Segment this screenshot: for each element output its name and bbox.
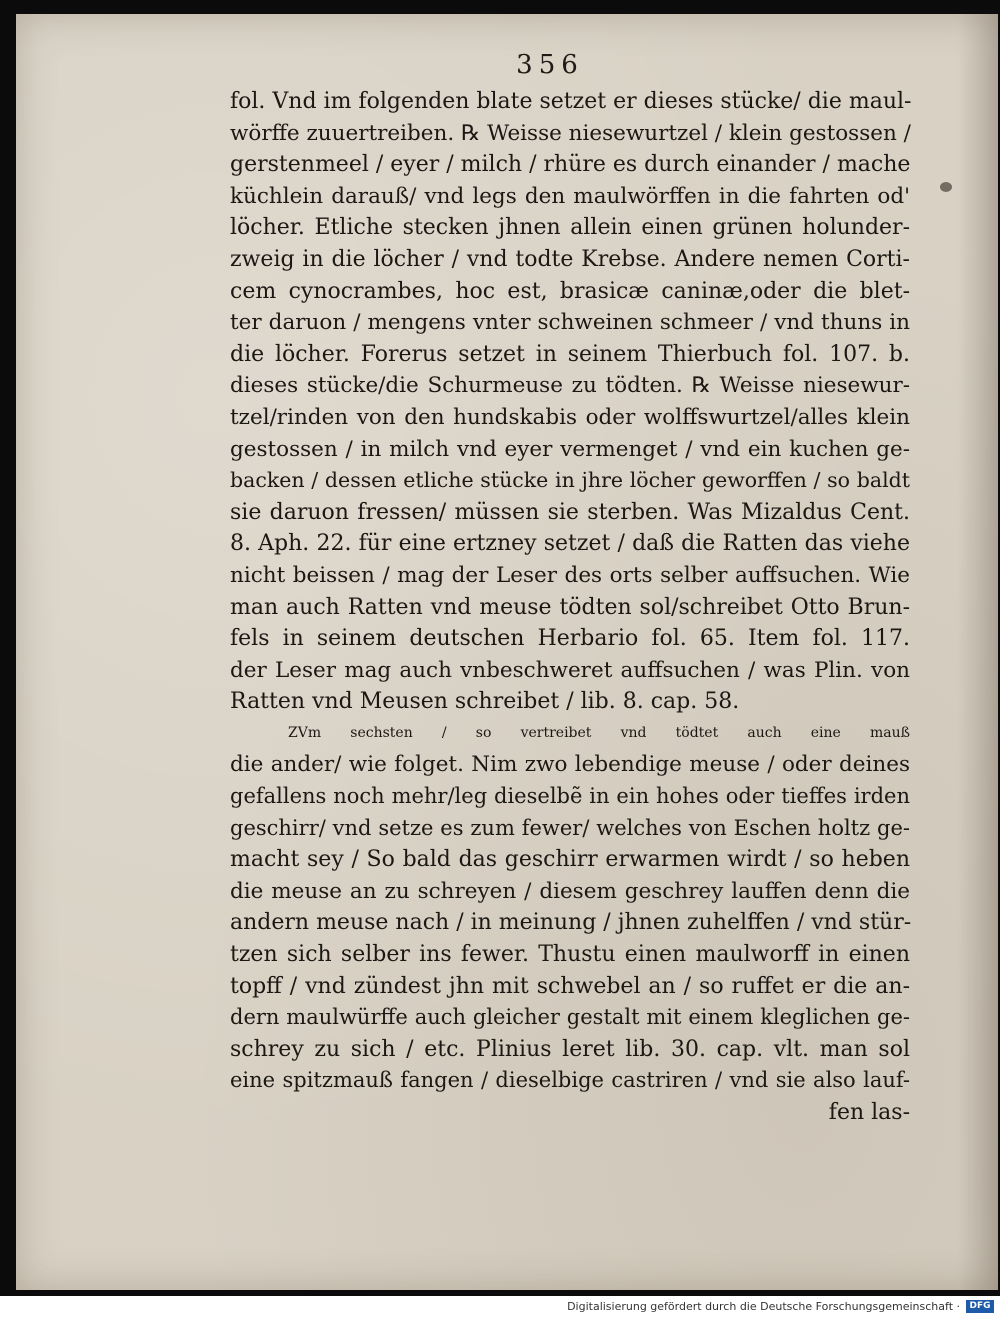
text-line: die löcher. Forerus setzet in seinem Thierbuch fol. 107. b.: [230, 341, 910, 367]
text-line: geschirr/ vnd setze es zum fewer/ welches von Eschen holtz ge-: [230, 815, 910, 840]
text-line: ZVm sechsten / so vertreibet vnd tödtet auch eine mauß: [288, 724, 910, 741]
text-line: die meuse an zu schreyen / diesem geschrey lauffen denn die: [230, 878, 910, 904]
text-line: die ander/ wie folget. Nim zwo lebendige meuse / oder deines: [230, 752, 910, 778]
text-line: Ratten vnd Meusen schreibet / lib. 8. cap. 58.: [230, 689, 740, 715]
text-line: man auch Ratten vnd meuse tödten sol/schreibet Otto Brun-: [230, 594, 910, 620]
text-line: dieses stücke/die Schurmeuse zu tödten. ℞ Weisse niesewur-: [230, 373, 910, 399]
text-line: tzen sich selber ins fewer. Thustu einen maulworff in einen: [230, 942, 910, 968]
text-line: schrey zu sich / etc. Plinius leret lib. 30. cap. vlt. man sol: [230, 1036, 910, 1062]
body-text: [230, 86, 910, 1129]
funding-credit: Digitalisierung gefördert durch die Deutsche Forschungsgemeinschaft ·: [567, 1300, 960, 1313]
text-line: topff / vnd zündest jhn mit schwebel an / so ruffet er die an-: [230, 973, 910, 999]
text-line: andern meuse nach / in meinung / jhnen zuhelffen / vnd stür-: [230, 910, 912, 936]
text-line: der Leser mag auch vnbeschweret auffsuchen / was Plin. von: [230, 657, 910, 683]
text-line: cem cynocrambes, hoc est, brasicæ caninæ,oder die blet-: [230, 278, 910, 304]
text-line: gestossen / in milch vnd eyer vermenget / vnd ein kuchen ge-: [230, 436, 910, 462]
text-line: fels in seinem deutschen Herbario fol. 65. Item fol. 117.: [230, 626, 910, 652]
text-line: dern maulwürffe auch gleicher gestalt mit einem kleglichen ge-: [230, 1005, 910, 1030]
text-line: sie daruon fressen/ müssen sie sterben. Was Mizaldus Cent.: [230, 499, 910, 525]
catchword: fen las-: [828, 1100, 910, 1125]
text-line: macht sey / So bald das geschirr erwarmen wirdt / so heben: [230, 847, 910, 873]
text-line: nicht beissen / mag der Leser des orts selber auffsuchen. Wie: [230, 562, 910, 588]
text-line: 8. Aph. 22. für eine ertzney setzet / daß die Ratten das viehe: [230, 531, 910, 557]
text-line: küchlein darauß/ vnd legs den maulwörffen in die fahrten od': [230, 183, 910, 209]
page-shadow: [958, 14, 998, 1290]
text-line: gerstenmeel / eyer / milch / rhüre es durch einander / mache: [230, 152, 911, 178]
text-line: eine spitzmauß fangen / dieselbige castriren / vnd sie also lauf-: [230, 1068, 910, 1093]
ink-blot: [940, 182, 952, 192]
footer-bar: [0, 1298, 1000, 1317]
page-number: 356: [516, 50, 584, 80]
text-line: wörffe zuuertreiben. ℞ Weisse niesewurtzel / klein gestossen /: [230, 120, 911, 146]
text-line: backen / dessen etliche stücke in jhre löcher geworffen / so baldt: [230, 468, 910, 493]
text-line: ter daruon / mengens vnter schweinen schmeer / vnd thuns in: [230, 310, 910, 336]
text-line: löcher. Etliche stecken jhnen allein einen grünen holunder-: [230, 215, 910, 241]
text-line: zweig in die löcher / vnd todte Krebse. Andere nemen Corti-: [230, 246, 910, 272]
text-line: fol. Vnd im folgenden blate setzet er dieses stücke/ die maul-: [230, 89, 912, 114]
dfg-logo: DFG: [966, 1300, 994, 1313]
text-line: tzel/rinden von den hundskabis oder wolffswurtzel/alles klein: [230, 404, 910, 430]
text-line: gefallens noch mehr/leg dieselbẽ in ein hohes oder tieffes irden: [230, 784, 910, 809]
